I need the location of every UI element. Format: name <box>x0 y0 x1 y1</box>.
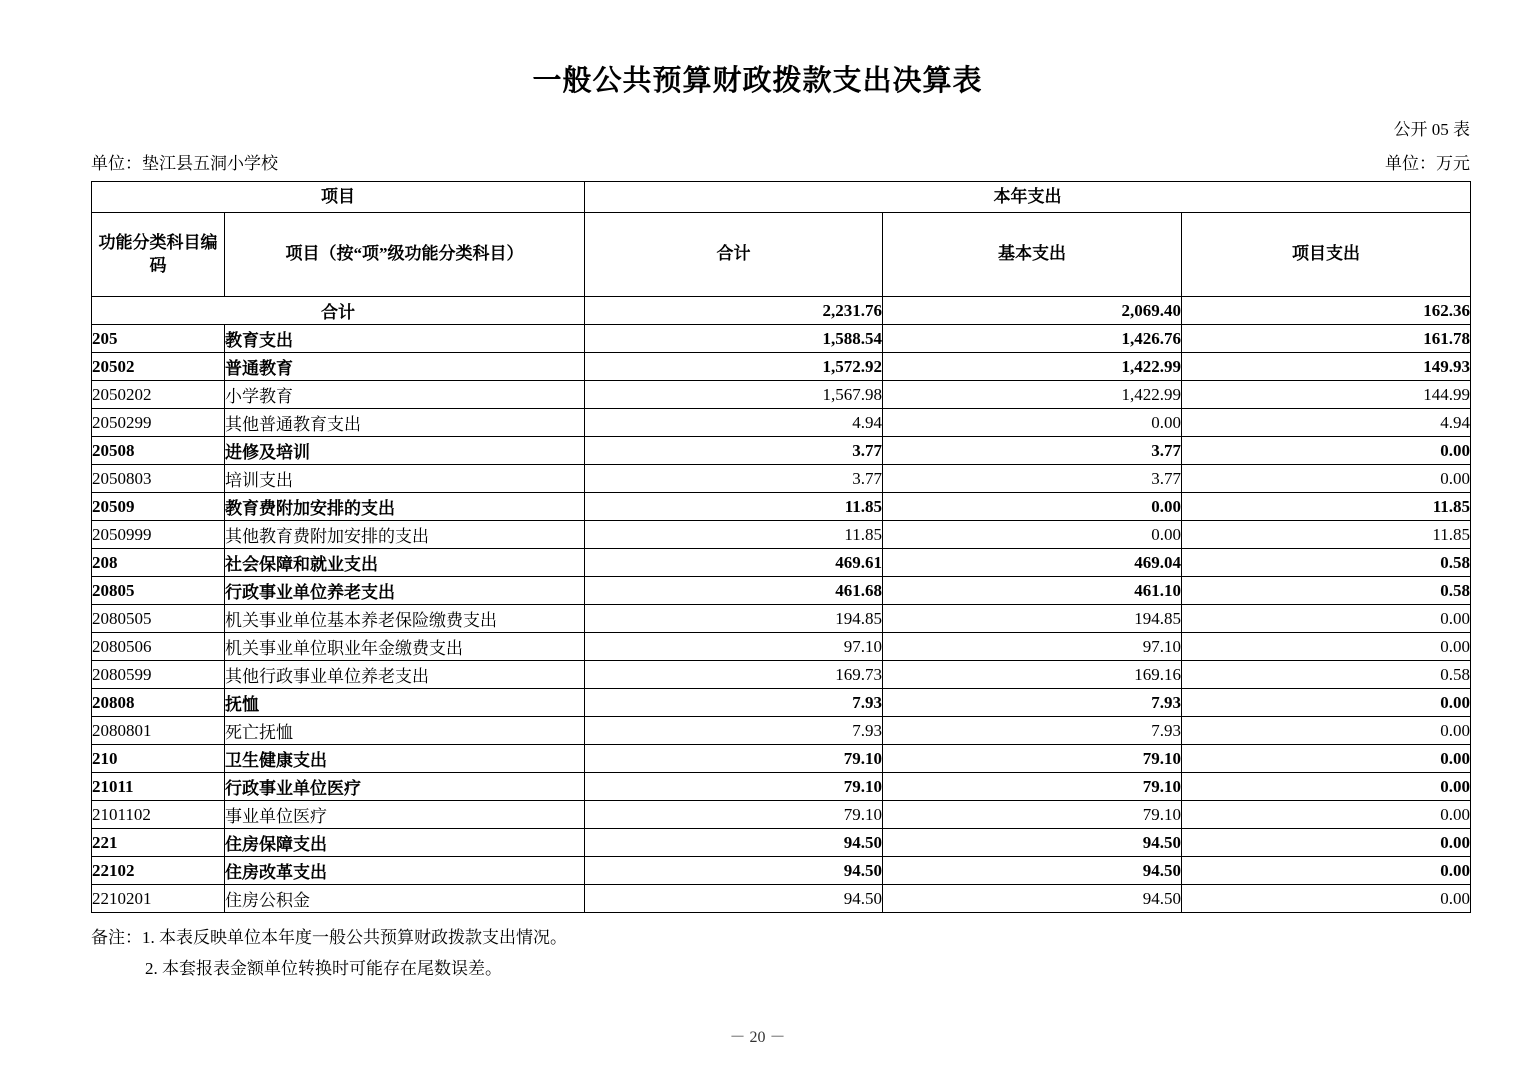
row-code: 2080801 <box>92 717 225 745</box>
row-code: 21011 <box>92 773 225 801</box>
row-project: 4.94 <box>1182 409 1471 437</box>
row-name: 住房公积金 <box>225 885 585 913</box>
row-code: 22102 <box>92 857 225 885</box>
row-name: 社会保障和就业支出 <box>225 549 585 577</box>
table-body <box>92 297 1471 913</box>
row-basic: 94.50 <box>883 829 1182 857</box>
row-total: 3.77 <box>585 437 883 465</box>
row-name: 教育支出 <box>225 325 585 353</box>
header-item: 项目（按“项”级功能分类科目） <box>225 213 585 297</box>
row-total: 2,231.76 <box>585 297 883 325</box>
table-row <box>92 605 1471 633</box>
row-total: 461.68 <box>585 577 883 605</box>
row-code: 2210201 <box>92 885 225 913</box>
row-name: 其他教育费附加安排的支出 <box>225 521 585 549</box>
table-row <box>92 857 1471 885</box>
table-row <box>92 689 1471 717</box>
reporting-unit-label: 单位：垫江县五洞小学校 <box>91 154 278 173</box>
table-row <box>92 633 1471 661</box>
row-basic: 461.10 <box>883 577 1182 605</box>
page-title: 一般公共预算财政拨款支出决算表 <box>532 65 983 97</box>
row-name: 小学教育 <box>225 381 585 409</box>
row-project: 0.00 <box>1182 745 1471 773</box>
row-basic: 0.00 <box>883 409 1182 437</box>
row-name: 机关事业单位职业年金缴费支出 <box>225 633 585 661</box>
row-basic: 7.93 <box>883 689 1182 717</box>
row-project: 0.00 <box>1182 885 1471 913</box>
row-name: 机关事业单位基本养老保险缴费支出 <box>225 605 585 633</box>
row-basic: 7.93 <box>883 717 1182 745</box>
table-row <box>92 353 1471 381</box>
table-row <box>92 661 1471 689</box>
row-project: 0.00 <box>1182 829 1471 857</box>
row-project: 0.00 <box>1182 437 1471 465</box>
table-row <box>92 829 1471 857</box>
table-row <box>92 745 1471 773</box>
row-total: 94.50 <box>585 829 883 857</box>
row-basic: 194.85 <box>883 605 1182 633</box>
row-total: 4.94 <box>585 409 883 437</box>
row-basic: 0.00 <box>883 493 1182 521</box>
row-code: 2050999 <box>92 521 225 549</box>
row-code: 221 <box>92 829 225 857</box>
row-total: 97.10 <box>585 633 883 661</box>
header-function-code: 功能分类科目编码 <box>92 213 225 297</box>
row-total: 94.50 <box>585 857 883 885</box>
row-name: 进修及培训 <box>225 437 585 465</box>
table-row <box>92 717 1471 745</box>
row-project: 0.00 <box>1182 801 1471 829</box>
expenditure-table <box>91 181 1471 913</box>
row-code: 20808 <box>92 689 225 717</box>
row-project: 0.00 <box>1182 465 1471 493</box>
row-total: 79.10 <box>585 745 883 773</box>
table-row <box>92 325 1471 353</box>
row-code: 2101102 <box>92 801 225 829</box>
row-project: 144.99 <box>1182 381 1471 409</box>
row-total: 469.61 <box>585 549 883 577</box>
table-row <box>92 493 1471 521</box>
notes <box>91 922 1470 984</box>
row-code: 2080505 <box>92 605 225 633</box>
row-name: 教育费附加安排的支出 <box>225 493 585 521</box>
row-total: 7.93 <box>585 689 883 717</box>
header-total: 合计 <box>585 213 883 297</box>
row-project: 0.00 <box>1182 857 1471 885</box>
table-row <box>92 465 1471 493</box>
row-total: 169.73 <box>585 661 883 689</box>
row-total: 94.50 <box>585 885 883 913</box>
note-line-2: 2. 本套报表金额单位转换时可能存在尾数误差。 <box>145 959 502 978</box>
row-code: 208 <box>92 549 225 577</box>
row-basic: 469.04 <box>883 549 1182 577</box>
table-header-row <box>92 213 1471 297</box>
header-group-current-year: 本年支出 <box>585 182 1471 213</box>
row-project: 161.78 <box>1182 325 1471 353</box>
row-basic: 94.50 <box>883 885 1182 913</box>
row-code: 205 <box>92 325 225 353</box>
row-code: 2080506 <box>92 633 225 661</box>
row-name: 行政事业单位医疗 <box>225 773 585 801</box>
row-basic: 79.10 <box>883 745 1182 773</box>
row-name: 普通教育 <box>225 353 585 381</box>
row-basic: 1,422.99 <box>883 353 1182 381</box>
row-total: 79.10 <box>585 773 883 801</box>
row-total: 1,588.54 <box>585 325 883 353</box>
row-project: 162.36 <box>1182 297 1471 325</box>
row-name: 其他普通教育支出 <box>225 409 585 437</box>
row-basic: 2,069.40 <box>883 297 1182 325</box>
table-row <box>92 297 1471 325</box>
row-total: 1,567.98 <box>585 381 883 409</box>
row-project: 0.00 <box>1182 633 1471 661</box>
row-basic: 97.10 <box>883 633 1182 661</box>
currency-unit-label: 单位：万元 <box>1385 154 1470 173</box>
row-name: 抚恤 <box>225 689 585 717</box>
table-row <box>92 577 1471 605</box>
row-project: 0.00 <box>1182 717 1471 745</box>
row-total: 3.77 <box>585 465 883 493</box>
row-project: 11.85 <box>1182 521 1471 549</box>
meta-row <box>91 149 1470 174</box>
row-project: 149.93 <box>1182 353 1471 381</box>
table-row <box>92 409 1471 437</box>
row-basic: 79.10 <box>883 801 1182 829</box>
row-basic: 3.77 <box>883 437 1182 465</box>
row-name: 培训支出 <box>225 465 585 493</box>
row-code: 2050202 <box>92 381 225 409</box>
row-total: 11.85 <box>585 521 883 549</box>
row-basic: 169.16 <box>883 661 1182 689</box>
page-number: － 20 － <box>729 1029 786 1046</box>
row-code: 20805 <box>92 577 225 605</box>
row-total: 79.10 <box>585 801 883 829</box>
table-header-group-row <box>92 182 1471 213</box>
row-total: 194.85 <box>585 605 883 633</box>
row-project: 0.58 <box>1182 577 1471 605</box>
row-code: 210 <box>92 745 225 773</box>
row-total: 1,572.92 <box>585 353 883 381</box>
header-project-expenditure: 项目支出 <box>1182 213 1471 297</box>
row-code: 20508 <box>92 437 225 465</box>
note-line-1: 备注：1. 本表反映单位本年度一般公共预算财政拨款支出情况。 <box>91 928 567 947</box>
row-project: 0.00 <box>1182 605 1471 633</box>
row-project: 0.00 <box>1182 689 1471 717</box>
row-code: 20502 <box>92 353 225 381</box>
row-name: 事业单位医疗 <box>225 801 585 829</box>
row-basic: 1,426.76 <box>883 325 1182 353</box>
row-basic: 1,422.99 <box>883 381 1182 409</box>
row-basic: 0.00 <box>883 521 1182 549</box>
row-total: 7.93 <box>585 717 883 745</box>
header-group-item: 项目 <box>92 182 585 213</box>
row-total: 11.85 <box>585 493 883 521</box>
form-number-label: 公开 05 表 <box>1393 120 1470 139</box>
row-name: 卫生健康支出 <box>225 745 585 773</box>
row-name: 其他行政事业单位养老支出 <box>225 661 585 689</box>
row-code: 2050803 <box>92 465 225 493</box>
row-project: 0.58 <box>1182 549 1471 577</box>
table-row <box>92 801 1471 829</box>
row-project: 0.58 <box>1182 661 1471 689</box>
table-row <box>92 521 1471 549</box>
row-code: 2080599 <box>92 661 225 689</box>
row-code: 20509 <box>92 493 225 521</box>
row-name: 行政事业单位养老支出 <box>225 577 585 605</box>
table-row <box>92 549 1471 577</box>
row-project: 0.00 <box>1182 773 1471 801</box>
row-basic: 3.77 <box>883 465 1182 493</box>
row-project: 11.85 <box>1182 493 1471 521</box>
header-basic-expenditure: 基本支出 <box>883 213 1182 297</box>
row-basic: 79.10 <box>883 773 1182 801</box>
row-name: 死亡抚恤 <box>225 717 585 745</box>
table-row <box>92 773 1471 801</box>
table-row <box>92 437 1471 465</box>
row-name: 住房保障支出 <box>225 829 585 857</box>
table-row <box>92 381 1471 409</box>
table-row <box>92 885 1471 913</box>
row-name: 合计 <box>92 297 585 325</box>
row-basic: 94.50 <box>883 857 1182 885</box>
row-code: 2050299 <box>92 409 225 437</box>
row-name: 住房改革支出 <box>225 857 585 885</box>
